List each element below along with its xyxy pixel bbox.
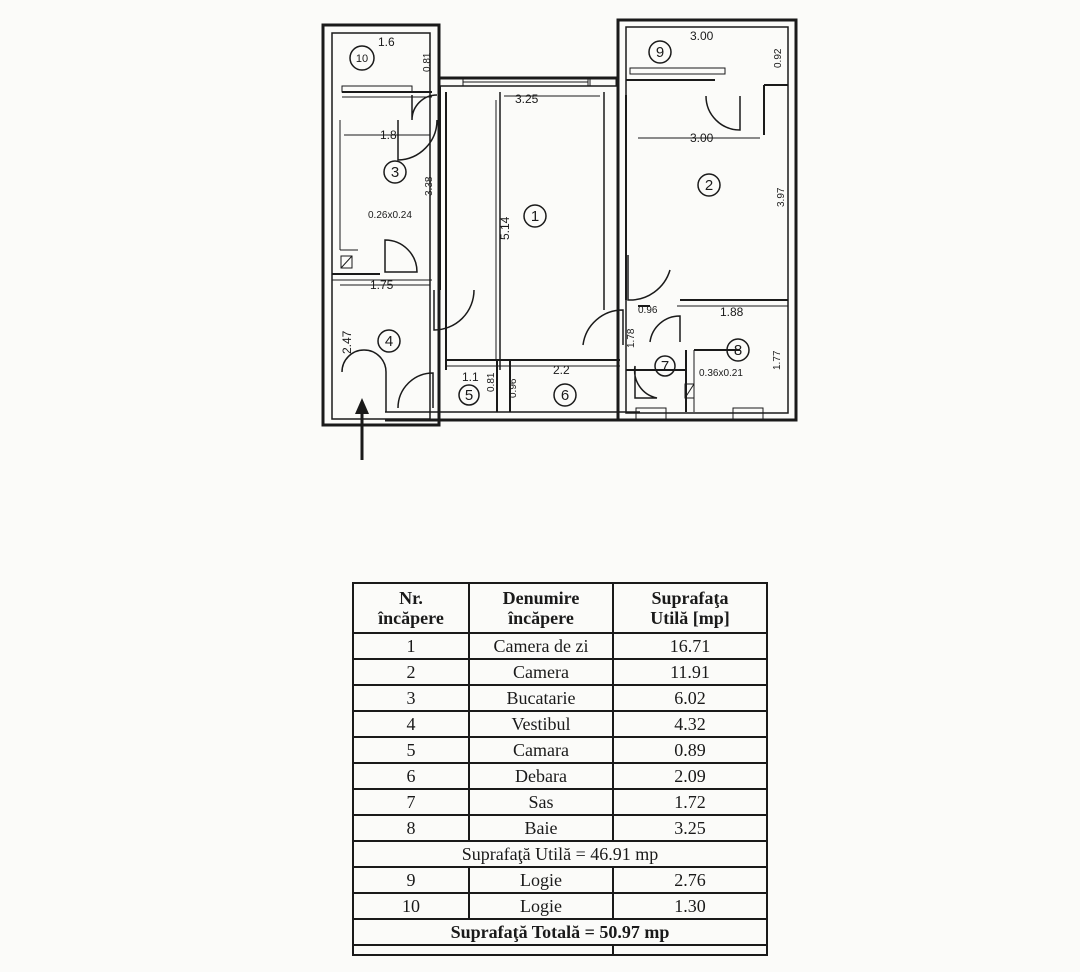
cell-room-area: 3.25 bbox=[613, 815, 767, 841]
cell-room-number: 9 bbox=[353, 867, 469, 893]
cell-room-number: 4 bbox=[353, 711, 469, 737]
total-area: Suprafaţă Totală = 50.97 mp bbox=[353, 919, 767, 945]
cell-room-number: 5 bbox=[353, 737, 469, 763]
dim-3-width: 1.8 bbox=[380, 128, 397, 142]
cutoff-cell-left bbox=[353, 945, 613, 955]
dim-7-width: 0.96 bbox=[638, 305, 658, 316]
dim-10-height: 0.81 bbox=[422, 52, 433, 72]
table-row bbox=[353, 789, 767, 815]
dim-4-height: 2.47 bbox=[340, 330, 354, 354]
cell-room-name: Sas bbox=[469, 789, 613, 815]
cell-room-number: 8 bbox=[353, 815, 469, 841]
dim-8-height: 1.77 bbox=[772, 350, 783, 370]
subtotal-row bbox=[353, 841, 767, 867]
table-row bbox=[353, 867, 767, 893]
cell-room-number: 3 bbox=[353, 685, 469, 711]
cutoff-cell-right bbox=[613, 945, 767, 955]
dim-2-height: 3.97 bbox=[776, 187, 787, 207]
room-area-table bbox=[352, 582, 768, 956]
dim-9-width: 3.00 bbox=[690, 29, 714, 43]
total-row bbox=[353, 919, 767, 945]
room-number-6: 6 bbox=[560, 387, 570, 404]
cell-room-area: 2.76 bbox=[613, 867, 767, 893]
room-number-5: 5 bbox=[464, 387, 474, 404]
cell-room-area: 0.89 bbox=[613, 737, 767, 763]
table-row bbox=[353, 763, 767, 789]
cell-room-area: 4.32 bbox=[613, 711, 767, 737]
dim-4-width: 1.75 bbox=[370, 278, 394, 292]
cell-room-name: Camera bbox=[469, 659, 613, 685]
cell-room-number: 7 bbox=[353, 789, 469, 815]
header-room-name-line2: încăpere bbox=[508, 608, 574, 628]
dim-5-height: 0.81 bbox=[486, 372, 497, 392]
cell-room-name: Debara bbox=[469, 763, 613, 789]
cell-room-area: 11.91 bbox=[613, 659, 767, 685]
cell-room-area: 16.71 bbox=[613, 633, 767, 659]
table-row bbox=[353, 685, 767, 711]
header-room-number-line1: Nr. bbox=[399, 588, 423, 608]
room-number-9: 9 bbox=[655, 44, 665, 61]
dim-2-width: 3.00 bbox=[690, 131, 714, 145]
dim-6-width: 2.2 bbox=[553, 363, 570, 377]
room-number-10: 10 bbox=[355, 53, 369, 65]
header-room-area bbox=[613, 583, 767, 633]
header-room-area-line2: Utilă [mp] bbox=[650, 608, 730, 628]
table-cutoff-row bbox=[353, 945, 767, 955]
table-row bbox=[353, 893, 767, 919]
cell-room-name: Camera de zi bbox=[469, 633, 613, 659]
header-room-area-line1: Suprafaţa bbox=[651, 588, 729, 608]
room-number-4: 4 bbox=[384, 333, 394, 350]
table-row bbox=[353, 633, 767, 659]
cell-room-number: 1 bbox=[353, 633, 469, 659]
cell-room-area: 1.30 bbox=[613, 893, 767, 919]
cell-room-number: 2 bbox=[353, 659, 469, 685]
table-row bbox=[353, 737, 767, 763]
table-row bbox=[353, 711, 767, 737]
header-room-name-line1: Denumire bbox=[502, 588, 580, 608]
cell-room-area: 6.02 bbox=[613, 685, 767, 711]
header-room-name bbox=[469, 583, 613, 633]
duct-hatches bbox=[341, 256, 694, 398]
room-number-3: 3 bbox=[390, 164, 400, 181]
dim-6-height: 0.96 bbox=[508, 378, 519, 398]
dim-9-height: 0.92 bbox=[773, 48, 784, 68]
room-number-7: 7 bbox=[660, 358, 670, 375]
cell-room-number: 6 bbox=[353, 763, 469, 789]
dim-8-width: 1.88 bbox=[720, 305, 744, 319]
dim-8-duct: 0.36x0.21 bbox=[699, 368, 743, 379]
table-header-row bbox=[353, 583, 767, 633]
cell-room-name: Logie bbox=[469, 893, 613, 919]
cell-room-name: Vestibul bbox=[469, 711, 613, 737]
cell-room-name: Bucatarie bbox=[469, 685, 613, 711]
cell-room-name: Camara bbox=[469, 737, 613, 763]
dim-1-width: 3.25 bbox=[515, 92, 539, 106]
subtotal-useful-area: Suprafaţă Utilă = 46.91 mp bbox=[353, 841, 767, 867]
dim-3-duct: 0.26x0.24 bbox=[368, 210, 412, 221]
header-room-number bbox=[353, 583, 469, 633]
header-room-number-line2: încăpere bbox=[378, 608, 444, 628]
dim-5-width: 1.1 bbox=[462, 370, 479, 384]
table-row bbox=[353, 659, 767, 685]
door-swings bbox=[342, 95, 743, 412]
dim-3-height: 3.38 bbox=[424, 176, 435, 196]
dim-10-width: 1.6 bbox=[378, 35, 395, 49]
cell-room-name: Logie bbox=[469, 867, 613, 893]
cell-room-area: 2.09 bbox=[613, 763, 767, 789]
entrance-arrow-icon bbox=[355, 398, 369, 460]
cell-room-area: 1.72 bbox=[613, 789, 767, 815]
cell-room-name: Baie bbox=[469, 815, 613, 841]
dim-7-height: 1.78 bbox=[626, 328, 637, 348]
room-number-1: 1 bbox=[530, 208, 540, 225]
room-number-8: 8 bbox=[733, 342, 743, 359]
cell-room-number: 10 bbox=[353, 893, 469, 919]
table-row bbox=[353, 815, 767, 841]
room-number-2: 2 bbox=[704, 177, 714, 194]
dim-1-height: 5.14 bbox=[498, 216, 512, 240]
